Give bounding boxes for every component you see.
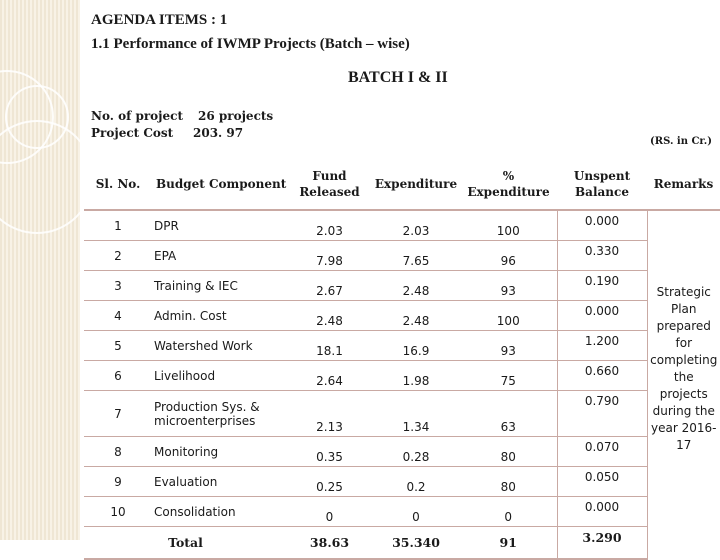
page-title: 1.1 Performance of IWMP Projects (Batch – wise) bbox=[91, 36, 410, 52]
cell-fund-released: 18.1 bbox=[287, 331, 372, 361]
cell-sl-no: 5 bbox=[84, 331, 152, 361]
cell-pct-expenditure: 93 bbox=[460, 331, 557, 361]
table-row bbox=[84, 361, 720, 391]
table-row bbox=[84, 241, 720, 271]
total-pct-expenditure: 91 bbox=[460, 527, 557, 560]
cell-unspent-balance: 0.050 bbox=[557, 467, 647, 497]
performance-table bbox=[84, 159, 720, 560]
cell-budget-component: Livelihood bbox=[152, 361, 287, 391]
cell-fund-released: 2.03 bbox=[287, 210, 372, 241]
cell-fund-released: 2.64 bbox=[287, 361, 372, 391]
cell-expenditure: 2.03 bbox=[372, 210, 460, 241]
cost-label: Project Cost bbox=[91, 126, 174, 140]
col-header-sl: Sl. No. bbox=[95, 177, 141, 191]
cell-pct-expenditure: 100 bbox=[460, 301, 557, 331]
cell-pct-expenditure: 75 bbox=[460, 361, 557, 391]
cell-sl-no: 6 bbox=[84, 361, 152, 391]
table-row bbox=[84, 271, 720, 301]
cell-sl-no: 2 bbox=[84, 241, 152, 271]
cell-sl-no: 4 bbox=[84, 301, 152, 331]
cell-sl-no: 7 bbox=[84, 391, 152, 437]
cell-sl-no: 10 bbox=[84, 497, 152, 527]
cell-fund-released: 0.35 bbox=[287, 437, 372, 467]
cell-fund-released: 2.67 bbox=[287, 271, 372, 301]
cell-budget-component: Consolidation bbox=[152, 497, 287, 527]
batch-heading: BATCH I & II bbox=[348, 69, 448, 86]
cell-budget-component: DPR bbox=[152, 210, 287, 241]
col-header-unspent: Unspent Balance bbox=[573, 169, 631, 199]
cell-unspent-balance: 0.070 bbox=[557, 437, 647, 467]
table-total-row bbox=[84, 527, 720, 560]
total-remarks-blank bbox=[647, 527, 720, 560]
total-label: Total bbox=[84, 527, 287, 560]
projects-label: No. of project bbox=[91, 109, 184, 123]
cell-unspent-balance: 0.190 bbox=[557, 271, 647, 301]
table-row bbox=[84, 497, 720, 527]
table-row bbox=[84, 391, 720, 437]
cell-pct-expenditure: 100 bbox=[460, 210, 557, 241]
cell-sl-no: 3 bbox=[84, 271, 152, 301]
table-row bbox=[84, 437, 720, 467]
cell-expenditure: 2.48 bbox=[372, 271, 460, 301]
cell-budget-component: EPA bbox=[152, 241, 287, 271]
cell-fund-released: 7.98 bbox=[287, 241, 372, 271]
table-row bbox=[84, 331, 720, 361]
cell-pct-expenditure: 80 bbox=[460, 437, 557, 467]
total-unspent-balance: 3.290 bbox=[557, 527, 647, 560]
cell-sl-no: 1 bbox=[84, 210, 152, 241]
cell-expenditure: 1.98 bbox=[372, 361, 460, 391]
cell-sl-no: 8 bbox=[84, 437, 152, 467]
cell-fund-released: 0 bbox=[287, 497, 372, 527]
cell-budget-component: Watershed Work bbox=[152, 331, 287, 361]
cell-unspent-balance: 0.660 bbox=[557, 361, 647, 391]
cell-pct-expenditure: 63 bbox=[460, 391, 557, 437]
projects-value: 26 projects bbox=[198, 109, 274, 123]
cell-fund-released: 2.13 bbox=[287, 391, 372, 437]
cell-expenditure: 0.2 bbox=[372, 467, 460, 497]
cell-fund-released: 2.48 bbox=[287, 301, 372, 331]
cell-budget-component: Evaluation bbox=[152, 467, 287, 497]
col-header-expenditure: Expenditure bbox=[374, 177, 458, 191]
col-header-remarks: Remarks bbox=[653, 176, 714, 191]
table-row bbox=[84, 301, 720, 331]
cell-budget-component: Training & IEC bbox=[152, 271, 287, 301]
col-header-component: Budget Component bbox=[156, 177, 287, 191]
cell-expenditure: 1.34 bbox=[372, 391, 460, 437]
cell-expenditure: 7.65 bbox=[372, 241, 460, 271]
cell-unspent-balance: 0.000 bbox=[557, 210, 647, 241]
cell-expenditure: 0 bbox=[372, 497, 460, 527]
table-row bbox=[84, 210, 720, 241]
cell-pct-expenditure: 80 bbox=[460, 467, 557, 497]
units-note: (RS. in Cr.) bbox=[650, 136, 712, 147]
cell-budget-component: Admin. Cost bbox=[152, 301, 287, 331]
col-header-fund: Fund Released bbox=[299, 169, 360, 199]
cell-unspent-balance: 0.000 bbox=[557, 497, 647, 527]
cell-unspent-balance: 0.790 bbox=[557, 391, 647, 437]
cell-sl-no: 9 bbox=[84, 467, 152, 497]
table-row bbox=[84, 467, 720, 497]
cell-budget-component: Monitoring bbox=[152, 437, 287, 467]
cell-expenditure: 2.48 bbox=[372, 301, 460, 331]
cell-remarks: Strategic Plan prepared for completing the projects during the year 2016-17 bbox=[647, 210, 720, 527]
total-fund-released: 38.63 bbox=[287, 527, 372, 560]
cell-pct-expenditure: 93 bbox=[460, 271, 557, 301]
cell-pct-expenditure: 96 bbox=[460, 241, 557, 271]
cell-expenditure: 16.9 bbox=[372, 331, 460, 361]
cell-budget-component: Production Sys. & microenterprises bbox=[152, 391, 287, 437]
cell-expenditure: 0.28 bbox=[372, 437, 460, 467]
cell-fund-released: 0.25 bbox=[287, 467, 372, 497]
cell-unspent-balance: 1.200 bbox=[557, 331, 647, 361]
cell-unspent-balance: 0.000 bbox=[557, 301, 647, 331]
table-header-row bbox=[84, 159, 720, 210]
total-expenditure: 35.340 bbox=[372, 527, 460, 560]
col-header-pct: % Expenditure bbox=[467, 169, 550, 199]
cell-pct-expenditure: 0 bbox=[460, 497, 557, 527]
agenda-heading: AGENDA ITEMS : 1 bbox=[91, 12, 228, 28]
cost-value: 203. 97 bbox=[193, 126, 244, 140]
cell-unspent-balance: 0.330 bbox=[557, 241, 647, 271]
